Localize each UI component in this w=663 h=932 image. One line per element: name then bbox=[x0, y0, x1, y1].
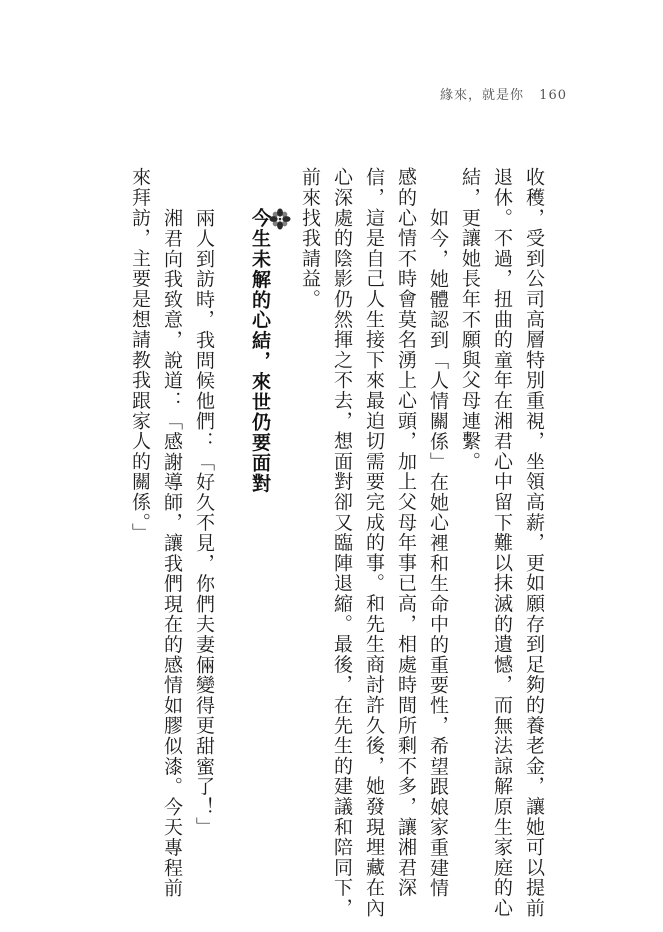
paragraph-line-8: 前來找我請益。 bbox=[299, 167, 321, 310]
paragraph-line-10: 湘君向我致意，說道：「感謝導師，讓我們現在的感情如膠似漆。今天專程前 bbox=[161, 208, 183, 899]
paragraph-line-3: 結，更讓她長年不願與父母連繫。 bbox=[459, 167, 481, 472]
flower-icon bbox=[269, 208, 291, 230]
paragraph-line-1: 收穫，受到公司高層特別重視，坐領高薪，更如願存到足夠的養老金，讓她可以提前 bbox=[523, 167, 545, 919]
section-heading-text: 今生未解的心結，來世仍要面對 bbox=[249, 208, 271, 494]
paragraph-line-11: 來拜訪，主要是想請教我跟家人的關係。」 bbox=[129, 167, 151, 544]
book-title: 緣來，就是你 bbox=[440, 88, 525, 103]
section-heading bbox=[250, 208, 291, 494]
running-header bbox=[440, 84, 567, 103]
page-number: 160 bbox=[539, 88, 567, 103]
paragraph-line-4: 如今，她體認到「人情關係」在她心裡和生命中的重要性，希望跟娘家重建情 bbox=[427, 208, 449, 899]
paragraph-line-9: 兩人到訪時，我問候他們：「好久不見，你們夫妻倆變得更甜蜜了！」 bbox=[193, 208, 215, 838]
paragraph-line-7: 心深處的陰影仍然揮之不去，想面對卻又臨陣退縮。最後，在先生的建議和陪同下， bbox=[331, 167, 353, 919]
paragraph-line-2: 退休。不過，扭曲的童年在湘君心中留下難以抹滅的遺憾，而無法諒解原生家庭的心 bbox=[491, 167, 513, 919]
paragraph-line-5: 感的心情不時會莫名湧上心頭，加上父母年事已高，相處時間所剩不多，讓湘君深 bbox=[395, 167, 417, 898]
paragraph-line-6: 信，這是自己人生接下來最迫切需要完成的事。和先生商討許久後，她發現埋藏在內 bbox=[363, 167, 385, 919]
